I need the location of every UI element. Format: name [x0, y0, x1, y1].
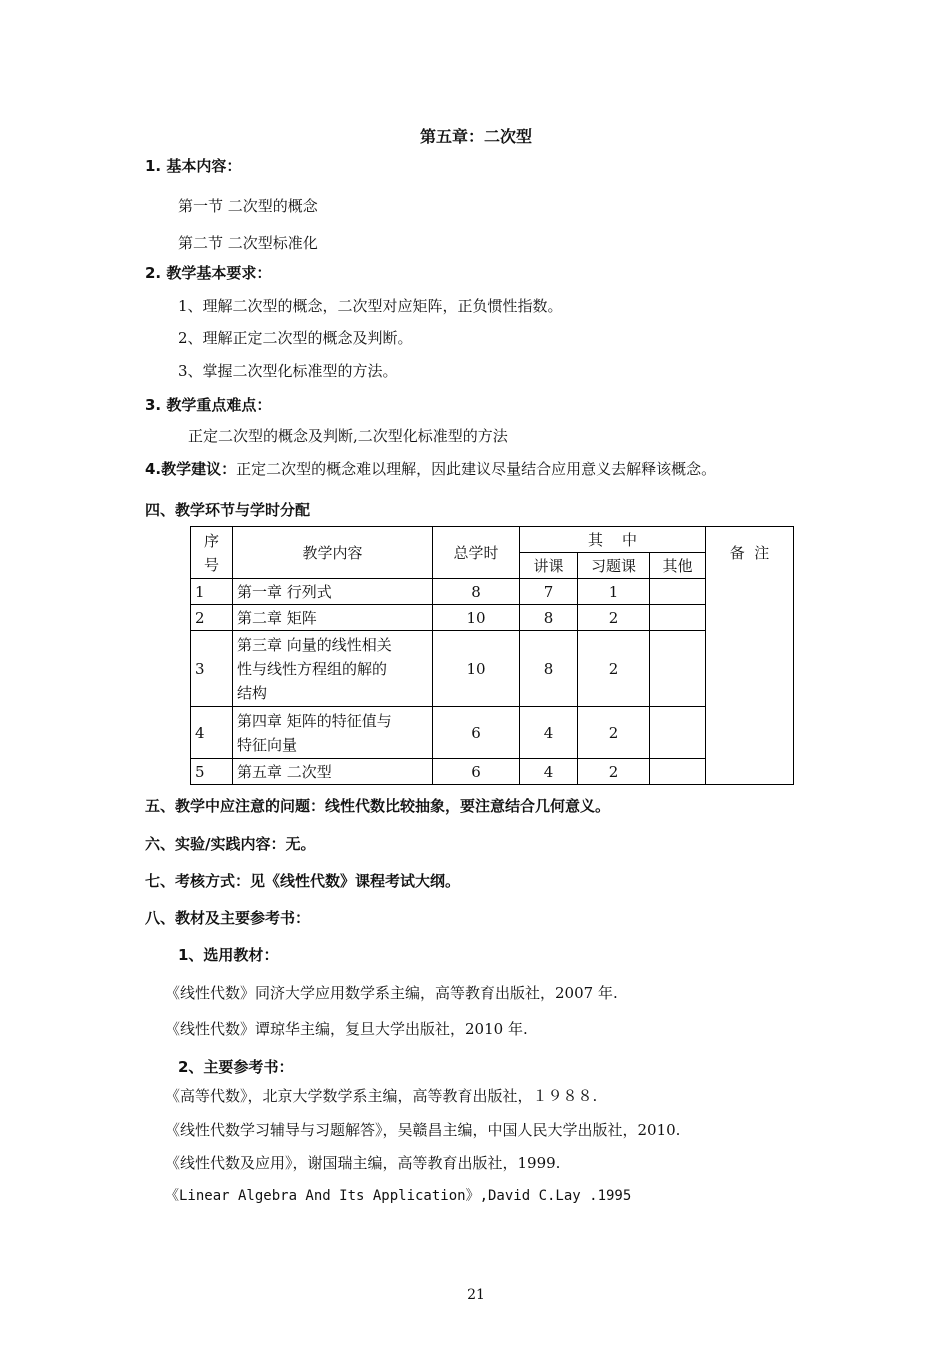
section-1-item-1: 第一节 二次型的概念: [178, 197, 318, 215]
table-row: [191, 707, 794, 759]
row-content-line: 第三章 向量的线性相关: [237, 635, 392, 654]
section-3-text: 正定二次型的概念及判断,二次型化标准型的方法: [188, 427, 508, 445]
row-exercise: 1: [578, 579, 650, 605]
header-seq: [191, 527, 233, 579]
row-lecture: 8: [520, 605, 578, 631]
row-lecture: 7: [520, 579, 578, 605]
reference-item: 《Linear Algebra And Its Application》,David C.Lay .1995: [165, 1188, 632, 1204]
table-row: [191, 759, 794, 785]
section-1-item-2: 第二节 二次型标准化: [178, 234, 318, 252]
reference-item: 《高等代数》，北京大学数学系主编，高等教育出版社，１９８８.: [165, 1087, 598, 1105]
row-content: 第二章 矩阵: [233, 605, 433, 631]
row-exercise: 2: [578, 631, 650, 707]
section-4: [145, 458, 716, 479]
row-content: 第一章 行列式: [233, 579, 433, 605]
section-2-item-2: 2、理解正定二次型的概念及判断。: [178, 329, 413, 347]
schedule-table: [190, 526, 794, 785]
textbook-item: 《线性代数》同济大学应用数学系主编，高等教育出版社，2007 年.: [165, 984, 618, 1002]
row-content: 第五章 二次型: [233, 759, 433, 785]
row-lecture: 4: [520, 759, 578, 785]
section-6-label: 六、实验/实践内容：: [145, 835, 286, 853]
row-seq: 3: [191, 631, 233, 707]
row-content-line: 结构: [237, 683, 268, 702]
section-4-text: 正定二次型的概念难以理解，因此建议尽量结合应用意义去解释该概念。: [236, 460, 717, 478]
row-other: [650, 631, 706, 707]
refs-heading: 2、主要参考书：: [178, 1058, 294, 1076]
header-lecture: 讲课: [520, 553, 578, 579]
table-row: [191, 631, 794, 707]
row-seq: 5: [191, 759, 233, 785]
section-1-heading: 1. 基本内容：: [145, 157, 242, 175]
row-exercise: 2: [578, 707, 650, 759]
row-total: 6: [433, 759, 520, 785]
row-total: 6: [433, 707, 520, 759]
row-seq: 2: [191, 605, 233, 631]
header-other: 其他: [650, 553, 706, 579]
chapter-title: 第五章：二次型: [419, 127, 532, 146]
row-content-line: 特征向量: [237, 735, 298, 754]
section-7: 七、考核方式：见《线性代数》课程考试大纲。: [145, 872, 461, 890]
header-seq-line-1: 序: [203, 531, 219, 550]
row-lecture: 8: [520, 631, 578, 707]
row-other: [650, 605, 706, 631]
header-among: 其 中: [520, 527, 706, 553]
row-other: [650, 759, 706, 785]
textbooks-heading: 1、选用教材：: [178, 946, 279, 964]
row-other: [650, 707, 706, 759]
section-4-heading: 4.教学建议：: [145, 460, 237, 478]
row-content-line: 第四章 矩阵的特征值与: [237, 711, 392, 730]
table-section-heading: 四、教学环节与学时分配: [145, 501, 311, 519]
row-lecture: 4: [520, 707, 578, 759]
section-2-heading: 2. 教学基本要求：: [145, 264, 272, 282]
reference-item: 《线性代数及应用》，谢国瑞主编，高等教育出版社，1999.: [165, 1154, 561, 1172]
row-content-line: 性与线性方程组的解的: [237, 659, 388, 678]
section-2-item-1: 1、理解二次型的概念，二次型对应矩阵，正负惯性指数。: [178, 297, 563, 315]
row-content: [233, 707, 433, 759]
section-5: 五、教学中应注意的问题：线性代数比较抽象，要注意结合几何意义。: [145, 797, 611, 815]
section-3-heading: 3. 教学重点难点：: [145, 396, 272, 414]
section-6: [145, 833, 316, 854]
header-exercise: 习题课: [578, 553, 650, 579]
row-exercise: 2: [578, 605, 650, 631]
textbook-item: 《线性代数》谭琼华主编，复旦大学出版社，2010 年.: [165, 1020, 528, 1038]
row-exercise: 2: [578, 759, 650, 785]
header-remark: 备 注: [706, 527, 794, 785]
row-seq: 1: [191, 579, 233, 605]
row-total: 10: [433, 631, 520, 707]
section-8-heading: 八、教材及主要参考书：: [145, 909, 311, 927]
header-total: 总学时: [433, 527, 520, 579]
row-seq: 4: [191, 707, 233, 759]
section-6-value: 无。: [285, 835, 316, 853]
row-other: [650, 579, 706, 605]
header-content: 教学内容: [233, 527, 433, 579]
row-total: 8: [433, 579, 520, 605]
row-total: 10: [433, 605, 520, 631]
page-number: 21: [467, 1287, 485, 1303]
reference-item: 《线性代数学习辅导与习题解答》，吴赣昌主编，中国人民大学出版社，2010.: [165, 1121, 681, 1139]
table-row: [191, 605, 794, 631]
table-row: [191, 579, 794, 605]
header-seq-line-2: 号: [203, 555, 219, 574]
section-2-item-3: 3、掌握二次型化标准型的方法。: [178, 362, 398, 380]
row-content: [233, 631, 433, 707]
